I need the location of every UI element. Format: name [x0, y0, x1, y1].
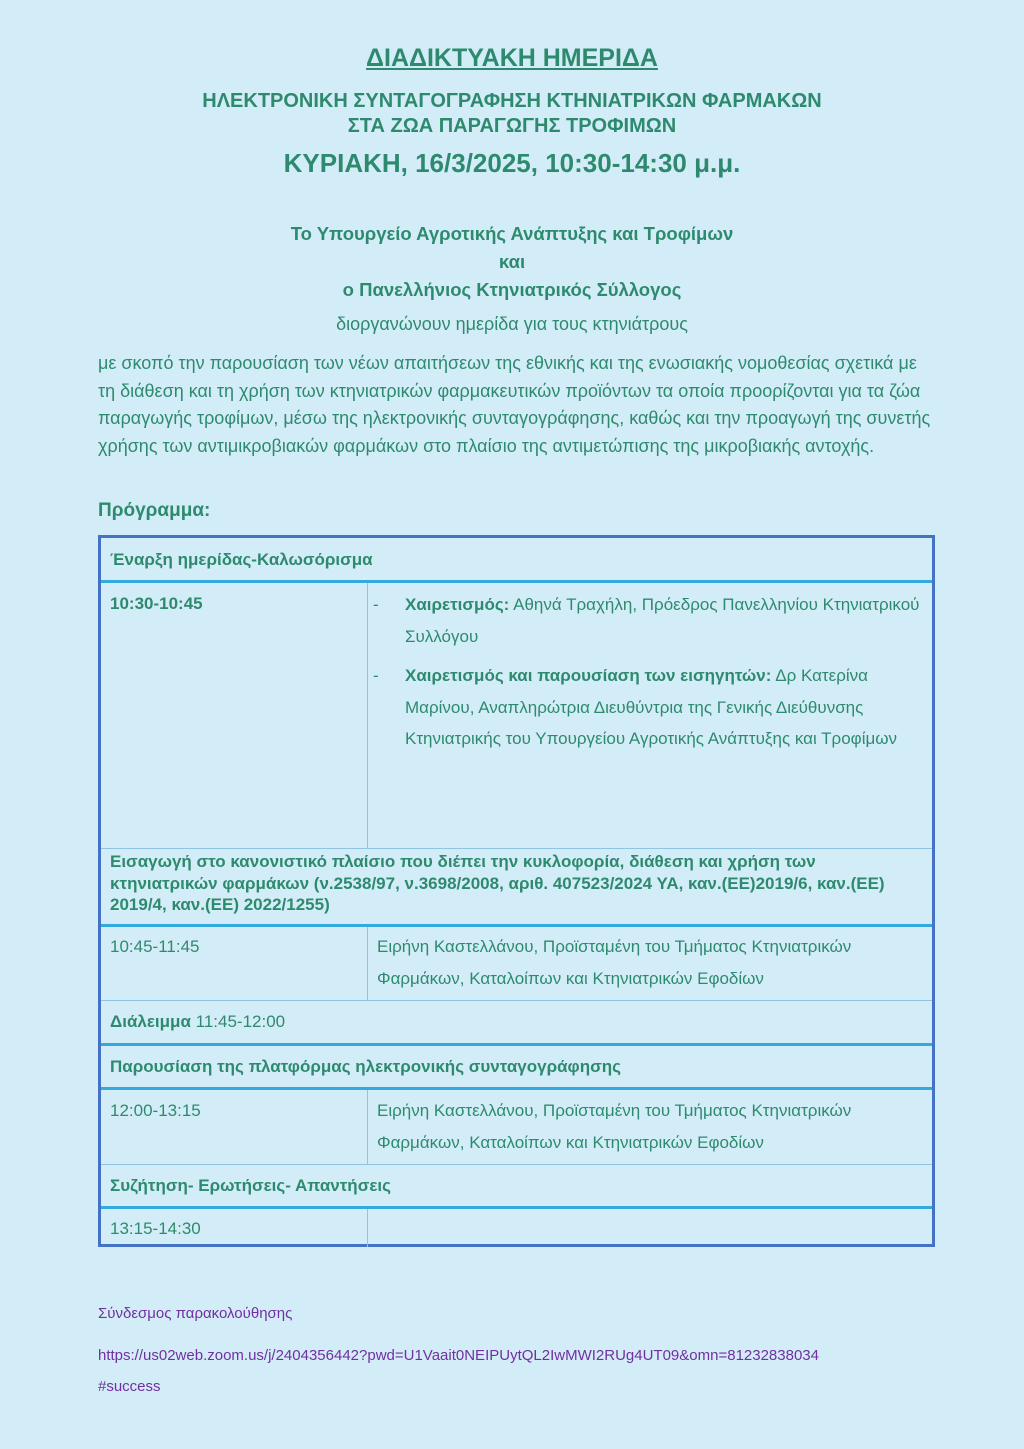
attendance-link-label: Σύνδεσμος παρακολούθησης [98, 1305, 293, 1322]
session-heading-opening: Έναρξη ημερίδας-Καλωσόρισμα [110, 550, 373, 569]
row-separator [101, 1206, 932, 1209]
list-item-greeting [373, 589, 928, 652]
time-slot-opening: 10:30-10:45 [110, 594, 203, 613]
event-subtitle-line-1: ΗΛΕΚΤΡΟΝΙΚΗ ΣΥΝΤΑΓΟΓΡΑΦΗΣΗ ΚΤΗΝΙΑΤΡΙΚΩΝ ΦΑΡΜΑΚΩΝ [202, 90, 822, 112]
greeting-text: Αθηνά Τραχήλη, Πρόεδρος Πανελληνίου Κτηνιατρικού Συλλόγου [405, 595, 920, 646]
column-divider [367, 927, 368, 1001]
event-title: ΔΙΑΔΙΚΤΥΑΚΗ ΗΜΕΡΙΔΑ [366, 44, 658, 72]
schedule-table [98, 535, 935, 1247]
row-separator [101, 924, 932, 927]
session-heading-platform: Παρουσίαση της πλατφόρμας ηλεκτρονικής συνταγογράφησης [110, 1057, 621, 1076]
intro-paragraph: με σκοπό την παρουσίαση των νέων απαιτήσεων της εθνικής και της ενωσιακής νομοθεσίας σχετικά με τη διάθεση και τη χρήση των κτηνιατρικών φαρμακευτικών προϊόντων τα οποία προορίζονται για τα ζώα παραγωγής τροφίμων, μέσω της ηλεκτρονικής συνταγογράφησης, καθώς και την προαγωγή της συνετής χρήσης των αντιμικροβιακών φαρμάκων στο πλαίσιο της αντιμετώπισης της μικροβιακής αντοχής. [98, 353, 931, 456]
event-date: ΚΥΡΙΑΚΗ, 16/3/2025, 10:30-14:30 μ.μ. [283, 148, 741, 178]
success-hashtag: #success [98, 1378, 161, 1395]
greeting-label: Χαιρετισμός: [405, 595, 510, 614]
program-title: Πρόγραμμα: [98, 500, 211, 521]
list-item-speakers-intro [373, 660, 928, 755]
speakers-intro-label: Χαιρετισμός και παρουσίαση των εισηγητών: [405, 666, 772, 685]
organizer-conjunction: και [498, 251, 526, 272]
organizer-ministry: Το Υπουργείο Αγροτικής Ανάπτυξης και Τροφίμων [290, 223, 734, 244]
row-separator [101, 580, 932, 583]
speakers-intro-text: Δρ Κατερίνα Μαρίνου, Αναπληρώτρια Διευθύντρια της Γενικής Διεύθυνσης Κτηνιατρικής του Υπουργείου Αγροτικής Ανάπτυξης και Τροφίμων [405, 666, 898, 748]
session-heading-regulatory: Εισαγωγή στο κανονιστικό πλαίσιο που διέπει την κυκλοφορία, διάθεση και χρήση των κτηνιατρικών φαρμάκων (ν.2538/97, ν.3698/2008, αριθ. 407523/2024 ΥΑ, καν.(ΕΕ)2019/6, καν.(ΕΕ) 2019/4, καν.(ΕΕ) 2022/1255) [110, 852, 885, 914]
column-divider [367, 1209, 368, 1247]
column-divider [367, 583, 368, 848]
zoom-link[interactable]: https://us02web.zoom.us/j/2404356442?pwd=U1Vaait0NEIPUytQL2IwMWI2RUg4UT09&omn=81232838034 [98, 1347, 819, 1364]
time-slot-platform: 12:00-13:15 [110, 1101, 201, 1120]
speaker-regulatory: Ειρήνη Καστελλάνου, Προϊσταμένη του Τμήματος Κτηνιατρικών Φαρμάκων, Καταλοίπων και Κτηνιατρικών Εφοδίων [377, 937, 852, 988]
break-label: Διάλειμμα [110, 1012, 191, 1031]
row-separator [101, 1087, 932, 1090]
row-separator-thin [101, 1164, 932, 1165]
column-divider [367, 1090, 368, 1164]
break-row [110, 1012, 285, 1032]
event-subtitle [0, 89, 1024, 139]
break-time: 11:45-12:00 [190, 1012, 286, 1031]
list-bullet: - [373, 595, 379, 614]
organizers [0, 220, 1024, 304]
organizer-association: ο Πανελλήνιος Κτηνιατρικός Σύλλογος [342, 279, 682, 300]
time-slot-discussion: 13:15-14:30 [110, 1219, 201, 1238]
row-separator [101, 1043, 932, 1046]
list-bullet: - [373, 666, 379, 685]
speaker-platform: Ειρήνη Καστελλάνου, Προϊσταμένη του Τμήματος Κτηνιατρικών Φαρμάκων, Καταλοίπων και Κτηνιατρικών Εφοδίων [377, 1101, 852, 1152]
event-subtitle-line-2: ΣΤΑ ΖΩΑ ΠΑΡΑΓΩΓΗΣ ΤΡΟΦΙΜΩΝ [347, 115, 677, 137]
organizers-subline: διοργανώνουν ημερίδα για τους κτηνιάτρους [336, 314, 688, 334]
row-separator-thin [101, 1000, 932, 1001]
row-separator-thin [101, 848, 932, 849]
time-slot-regulatory: 10:45-11:45 [110, 937, 200, 956]
session-heading-discussion: Συζήτηση- Ερωτήσεις- Απαντήσεις [110, 1176, 391, 1195]
